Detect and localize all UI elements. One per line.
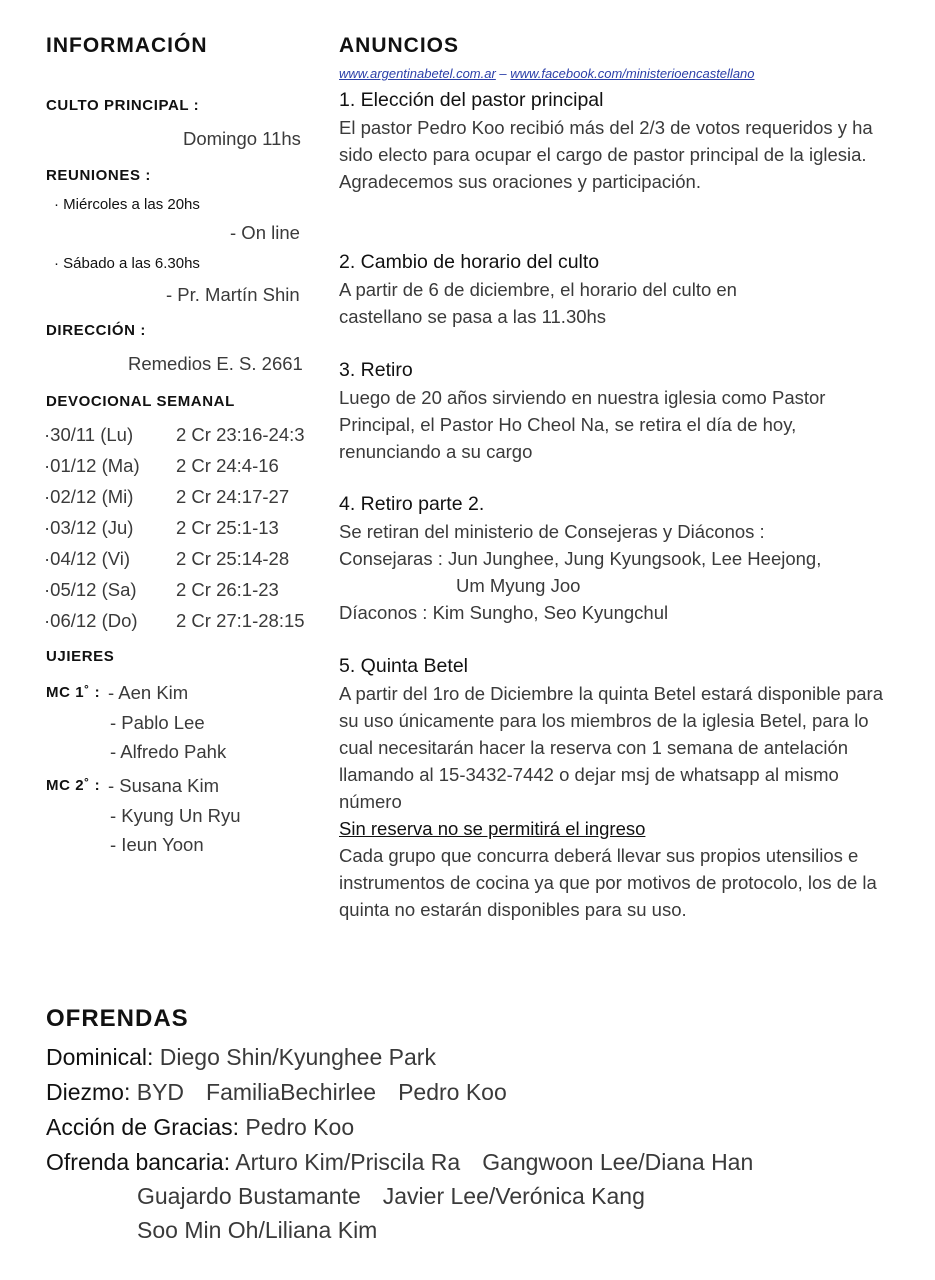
ofrenda-diezmo — [46, 1079, 507, 1106]
bancaria-value: Guajardo Bustamante — [137, 1183, 361, 1209]
devocional-ref: 2 Cr 25:14-28 — [176, 548, 290, 569]
bancaria-value: Javier Lee/Verónica Kang — [382, 1183, 645, 1209]
reunion-2: · Sábado a las 6.30hs — [54, 255, 200, 272]
ofrendas-heading: OFRENDAS — [46, 1005, 189, 1032]
mc1-member: - Pablo Lee — [110, 712, 205, 733]
devocional-ref: 2 Cr 24:17-27 — [176, 486, 290, 507]
reunion-2-detail: - Pr. Martín Shin — [166, 284, 300, 305]
ofrenda-bancaria-line-3 — [137, 1217, 377, 1244]
devocional-label: DEVOCIONAL SEMANAL — [46, 393, 235, 410]
bancaria-value: Soo Min Oh/Liliana Kim — [137, 1217, 378, 1243]
devocional-date: ·04/12 (Vi) — [44, 548, 131, 569]
anuncio-2-title: 2. Cambio de horario del culto — [339, 251, 600, 273]
accion-label: Acción de Gracias: — [46, 1114, 240, 1140]
anuncio-5-body-2: Cada grupo que concurra deberá llevar sus propios utensilios e instrumentos de cocina ya que por motivos de protocolo, los de la quinta no estarán disponibles para su uso. — [339, 845, 877, 920]
devocional-date: ·30/11 (Lu) — [44, 424, 134, 445]
mc1-member: - Aen Kim — [108, 682, 189, 703]
devocional-ref: 2 Cr 23:16-24:3 — [176, 424, 305, 445]
reunion-1: · Miércoles a las 20hs — [54, 196, 200, 213]
devocional-ref: 2 Cr 27:1-28:15 — [176, 610, 305, 631]
devocional-ref: 2 Cr 25:1-13 — [176, 517, 279, 538]
anuncio-3-body: Luego de 20 años sirviendo en nuestra iglesia como Pastor Principal, el Pastor Ho Cheol Na, se retira el día de hoy, renunciando a su cargo — [339, 387, 826, 462]
culto-value: Domingo 11hs — [183, 128, 301, 149]
reuniones-label: REUNIONES : — [46, 167, 151, 184]
devocional-ref: 2 Cr 24:4-16 — [176, 455, 279, 476]
direccion-value: Remedios E. S. 2661 — [128, 353, 303, 374]
culto-label: CULTO PRINCIPAL : — [46, 97, 200, 114]
bancaria-value: Arturo Kim/Priscila Ra — [235, 1149, 461, 1175]
devocional-date: ·06/12 (Do) — [44, 610, 138, 631]
website-link[interactable]: www.argentinabetel.com.ar — [339, 66, 496, 81]
anuncio-5-title: 5. Quinta Betel — [339, 655, 468, 677]
ofrenda-bancaria — [46, 1149, 753, 1176]
link-separator: – — [495, 66, 511, 81]
anuncio-1-body: El pastor Pedro Koo recibió más del 2/3 de votos requeridos y ha sido electo para ocupar el cargo de pastor principal de la iglesia. Agradecemos sus oraciones y participación. — [339, 117, 873, 192]
ofrenda-bancaria-line-2 — [137, 1183, 645, 1210]
links-line — [339, 66, 755, 81]
direccion-label: DIRECCIÓN : — [46, 322, 146, 339]
anuncio-1-title: 1. Elección del pastor principal — [339, 89, 604, 111]
ofrenda-dominical — [46, 1044, 436, 1071]
devocional-date: ·03/12 (Ju) — [44, 517, 134, 538]
anuncio-4-line: Consejaras : Jun Junghee, Jung Kyungsook, Lee Heejong, — [339, 548, 822, 569]
anuncio-4-line: Se retiran del ministerio de Consejeras y Diáconos : — [339, 521, 765, 542]
anuncios-heading: ANUNCIOS — [339, 34, 460, 57]
mc2-member: - Ieun Yoon — [110, 834, 204, 855]
mc2-label: MC 2˚ : — [46, 777, 101, 794]
facebook-link[interactable]: www.facebook.com/ministerioencastellano — [510, 66, 755, 81]
anuncio-5-warning: Sin reserva no se permitirá el ingreso — [339, 818, 646, 839]
diezmo-value: BYD — [136, 1079, 185, 1105]
dominical-label: Dominical: — [46, 1044, 154, 1070]
devocional-date: ·02/12 (Mi) — [44, 486, 134, 507]
devocional-date: ·01/12 (Ma) — [44, 455, 140, 476]
mc1-member: - Alfredo Pahk — [110, 741, 227, 762]
dominical-value: Diego Shin/Kyunghee Park — [159, 1044, 436, 1070]
devocional-ref: 2 Cr 26:1-23 — [176, 579, 279, 600]
anuncio-4-title: 4. Retiro parte 2. — [339, 493, 485, 515]
mc1-label: MC 1˚ : — [46, 684, 101, 701]
reunion-1-detail: - On line — [230, 222, 300, 243]
bancaria-label: Ofrenda bancaria: — [46, 1149, 231, 1175]
devocional-date: ·05/12 (Sa) — [44, 579, 137, 600]
info-heading: INFORMACIÓN — [46, 34, 208, 57]
diezmo-value: Pedro Koo — [398, 1079, 507, 1105]
ujieres-label: UJIERES — [46, 648, 115, 665]
mc2-member: - Susana Kim — [108, 775, 220, 796]
anuncio-4-line: Um Myung Joo — [456, 575, 581, 596]
accion-value: Pedro Koo — [245, 1114, 355, 1140]
anuncio-4-line: Díaconos : Kim Sungho, Seo Kyungchul — [339, 602, 669, 623]
anuncio-2-body: A partir de 6 de diciembre, el horario del culto en castellano se pasa a las 11.30hs — [339, 279, 737, 327]
diezmo-value: FamiliaBechirlee — [206, 1079, 377, 1105]
anuncio-5-body: A partir del 1ro de Diciembre la quinta Betel estará disponible para su uso únicamente para los miembros de la iglesia Betel, para lo cual necesitarán hacer la reserva con 1 semana de antelación llamando al 15-3432-7442 o dejar msj de whatsapp al mismo número — [339, 683, 884, 812]
bancaria-value: Gangwoon Lee/Diana Han — [482, 1149, 754, 1175]
mc2-member: - Kyung Un Ryu — [110, 805, 241, 826]
diezmo-label: Diezmo: — [46, 1079, 131, 1105]
anuncio-3-title: 3. Retiro — [339, 359, 413, 381]
ofrenda-accion — [46, 1114, 354, 1141]
